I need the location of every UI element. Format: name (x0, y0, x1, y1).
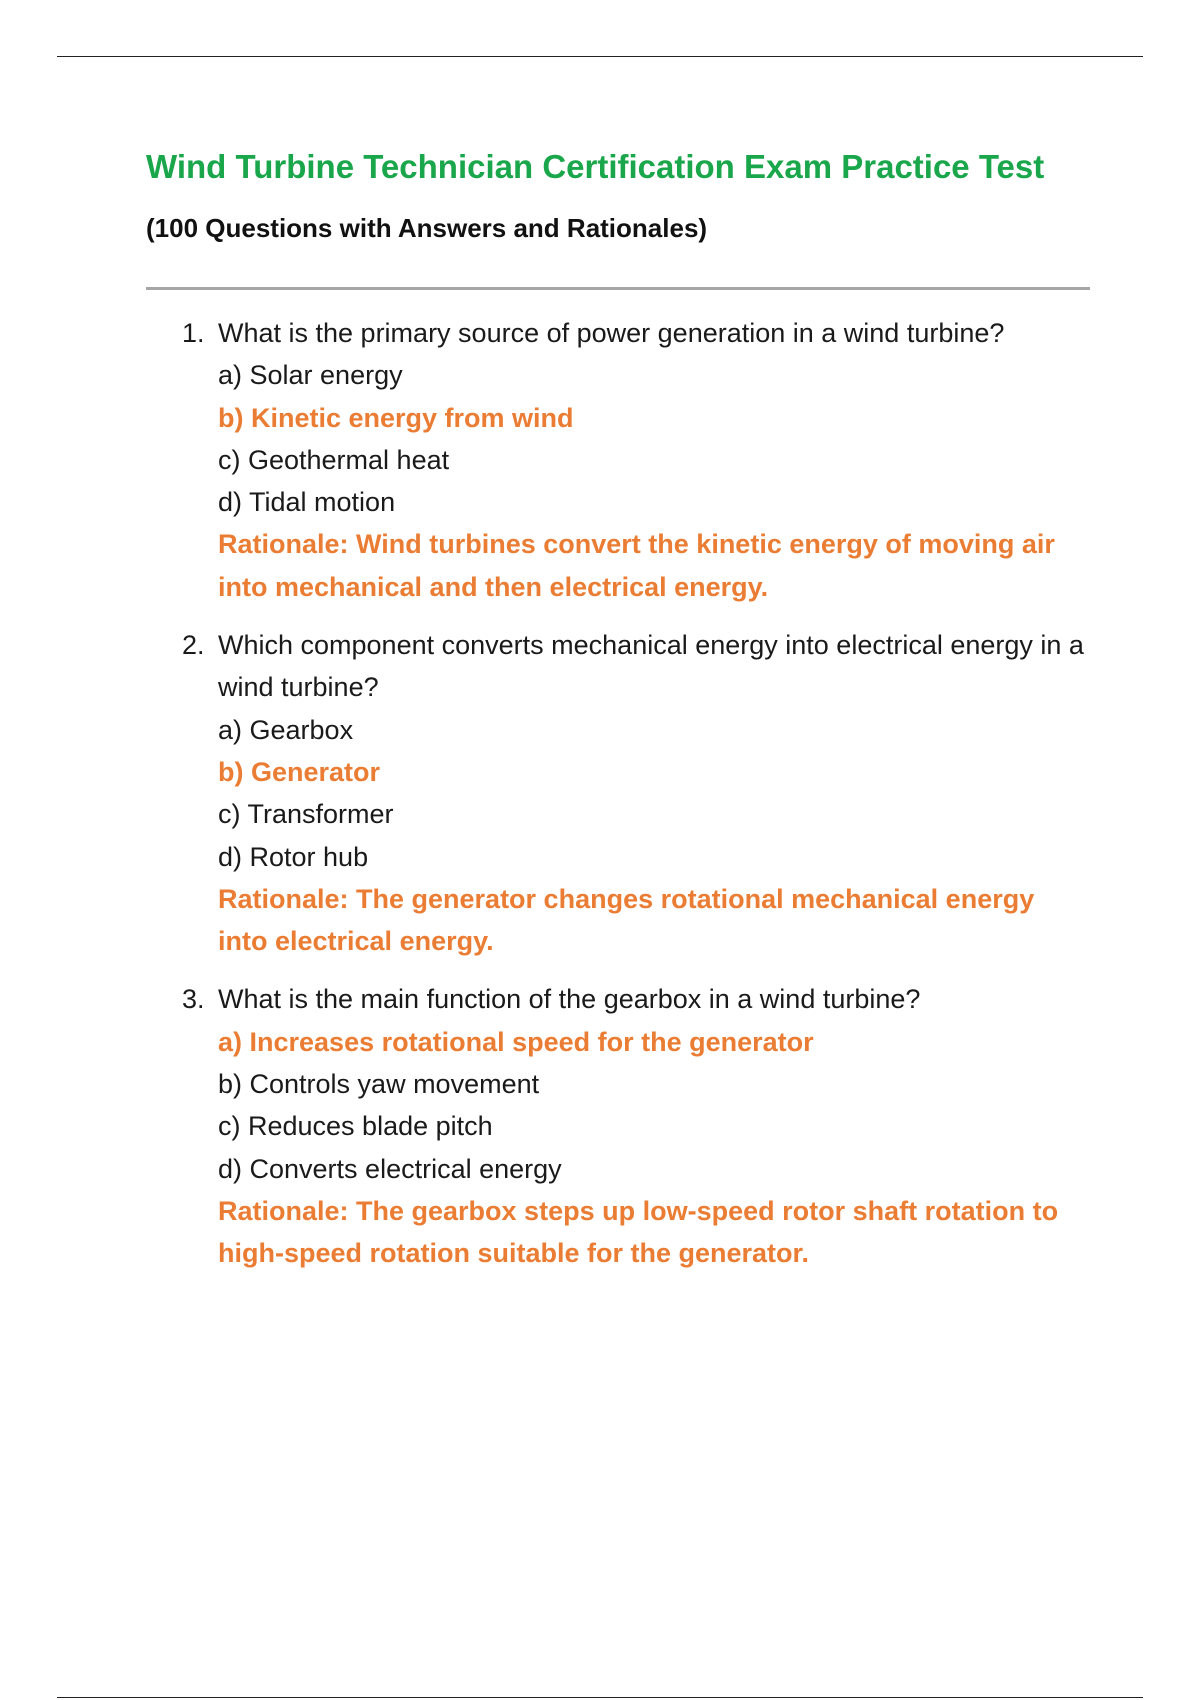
question-item (146, 978, 1090, 1274)
question-list (146, 312, 1090, 1275)
page-bottom-rule (57, 1697, 1143, 1698)
document-subtitle: (100 Questions with Answers and Rationales) (146, 213, 708, 243)
correct-answer-option: a) Increases rotational speed for the generator (218, 1026, 814, 1057)
answer-option: d) Tidal motion (218, 487, 396, 518)
rationale-text: Rationale: The generator changes rotational mechanical energy into electrical energy. (218, 883, 1035, 957)
question-number: 3. (182, 984, 205, 1015)
question-text: Which component converts mechanical energy into electrical energy in a wind turbine? (218, 630, 1084, 703)
question-item (146, 624, 1090, 962)
correct-answer-option: b) Kinetic energy from wind (218, 402, 574, 433)
answer-option: a) Solar energy (218, 360, 403, 391)
question-item (146, 312, 1090, 608)
correct-answer-option: b) Generator (218, 756, 381, 787)
answer-option: c) Geothermal heat (218, 444, 450, 475)
answer-option: a) Gearbox (218, 714, 354, 745)
question-number: 2. (182, 630, 205, 661)
answer-option: d) Converts electrical energy (218, 1153, 562, 1184)
page-top-rule (57, 56, 1143, 57)
document-title: Wind Turbine Technician Certification Exam Practice Test (146, 148, 1045, 185)
question-number: 1. (182, 318, 205, 348)
question-text: What is the main function of the gearbox in a wind turbine? (218, 984, 921, 1015)
answer-option: c) Reduces blade pitch (218, 1111, 493, 1142)
question-text: What is the primary source of power generation in a wind turbine? (218, 318, 1005, 348)
answer-option: d) Rotor hub (218, 841, 369, 872)
rationale-text: Rationale: Wind turbines convert the kinetic energy of moving air into mechanical and then electrical energy. (218, 529, 1055, 602)
answer-option: c) Transformer (218, 799, 394, 830)
rationale-text: Rationale: The gearbox steps up low-speed rotor shaft rotation to high-speed rotation suitable for the generator. (218, 1195, 1059, 1269)
answer-option: b) Controls yaw movement (218, 1069, 540, 1100)
document-body (146, 140, 1090, 1291)
section-divider (146, 287, 1090, 290)
